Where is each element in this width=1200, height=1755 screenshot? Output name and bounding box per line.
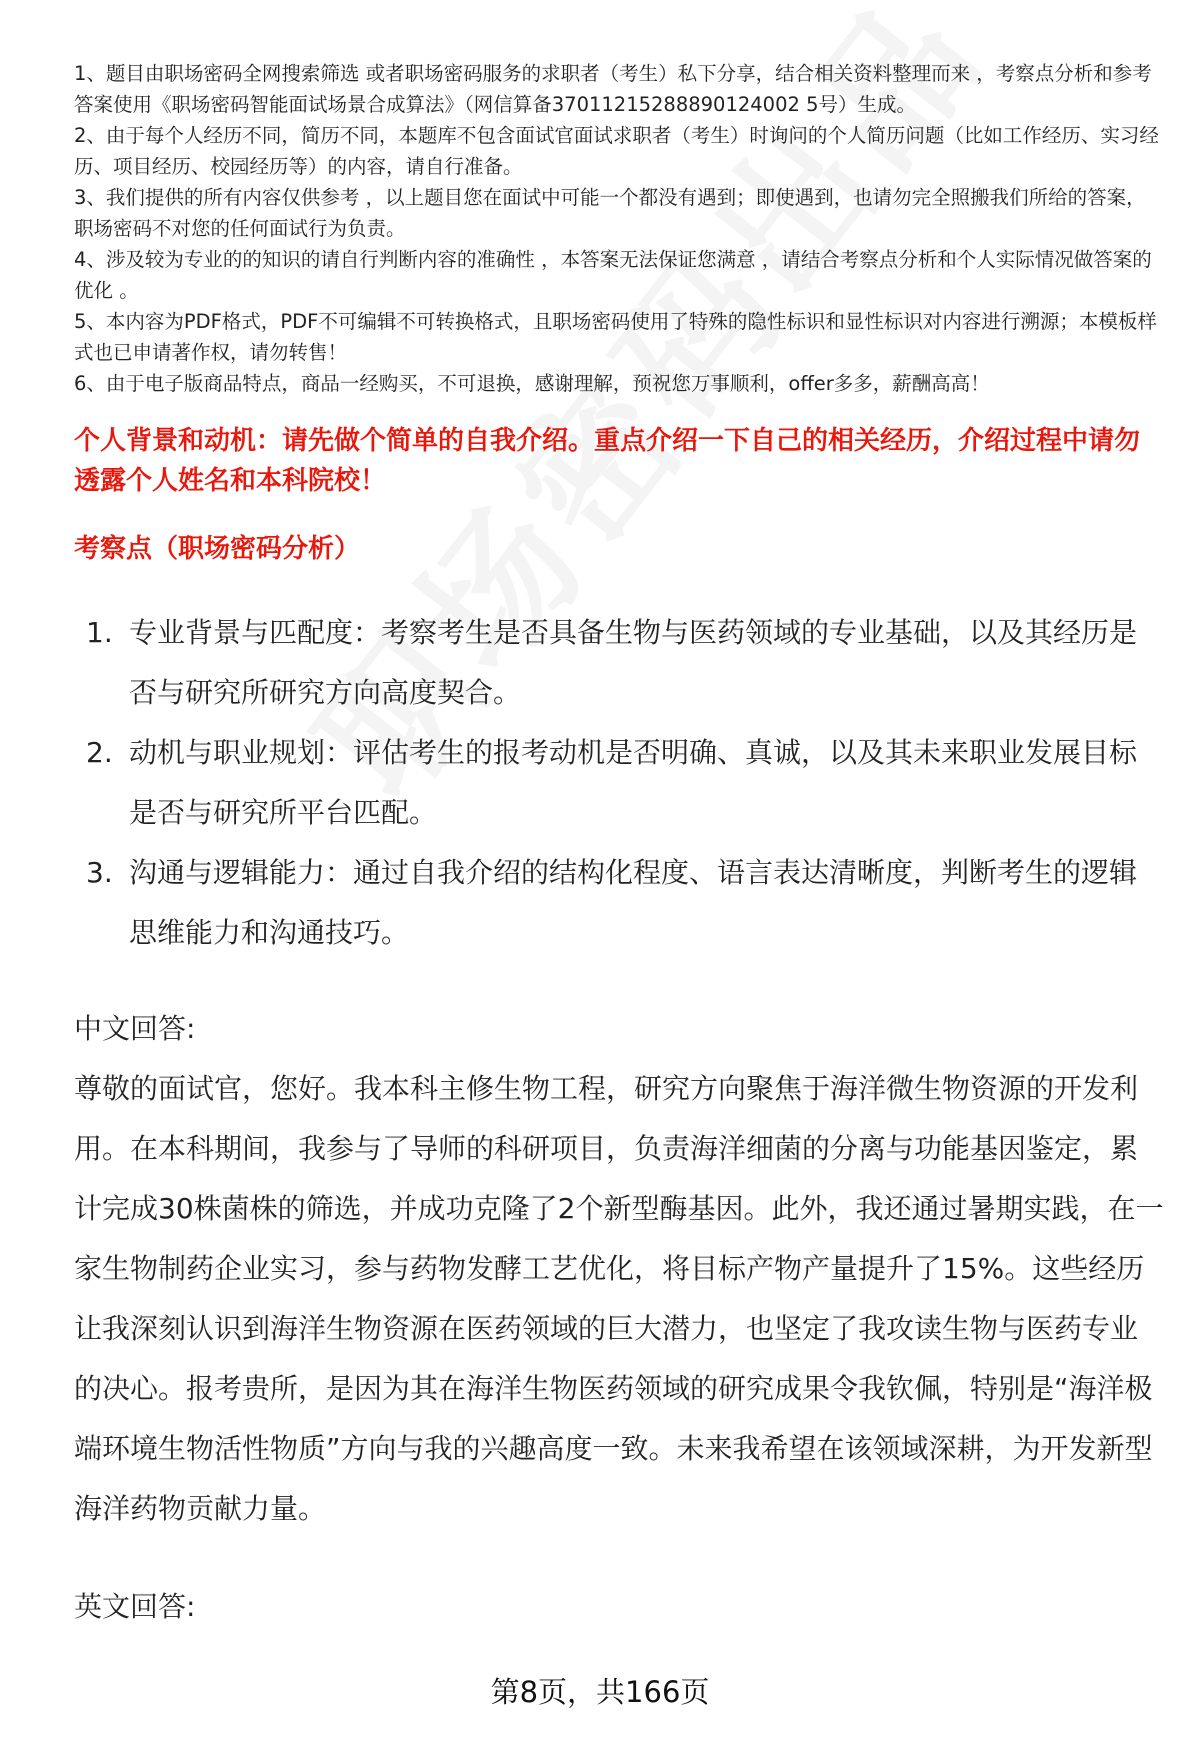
list-number: 2. <box>86 736 113 769</box>
notice-item: 1、题目由职场密码全网搜索筛选 或者职场密码服务的求职者（考生）私下分享，结合相关资料整理而来 ，考察点分析和参考答案使用《职场密码智能面试场景合成算法》（网信算备37011215288890124002 5号）生成。 <box>74 62 1152 116</box>
notice-item: 2、由于每个人经历不同，简历不同，本题库不包含面试官面试求职者（考生）时询问的个人简历问题（比如工作经历、实习经历、项目经历、校园经历等）的内容，请自行准备。 <box>74 124 1159 178</box>
notice-item: 5、本内容为PDF格式，PDF不可编辑不可转换格式，且职场密码使用了特殊的隐性标识和显性标识对内容进行溯源；本模板样式也已申请著作权，请勿转售！ <box>74 310 1157 364</box>
list-number: 1. <box>86 616 113 649</box>
list-text: 专业背景与匹配度：考察考生是否具备生物与医药领域的专业基础，以及其经历是否与研究所研究方向高度契合。 <box>129 616 1138 709</box>
chinese-answer-label: 中文回答: <box>74 1012 196 1045</box>
chinese-answer-text: 尊敬的面试官，您好。我本科主修生物工程，研究方向聚焦于海洋微生物资源的开发利用。在本科期间，我参与了导师的科研项目，负责海洋细菌的分离与功能基因鉴定，累计完成30株菌株的筛选，并成功克隆了2个新型酶基因。此外，我还通过暑期实践，在一家生物制药企业实习，参与药物发酵工艺优化，将目标产物产量提升了15%。这些经历让我深刻认识到海洋生物资源在医药领域的巨大潜力，也坚定了我攻读生物与医药专业的决心。报考贵所，是因为其在海洋生物医药领域的研究成果令我钦佩，特别是“海洋极端环境生物活性物质”方向与我的兴趣高度一致。未来我希望在该领域深耕，为开发新型海洋药物贡献力量。 <box>74 1072 1164 1525</box>
list-item <box>74 723 1164 843</box>
list-item <box>74 843 1164 963</box>
question-title: 个人背景和动机：请先做个简单的自我介绍。重点介绍一下自己的相关经历，介绍过程中请勿透露个人姓名和本科院校！ <box>74 426 1141 496</box>
analysis-points <box>74 603 1164 963</box>
list-number: 3. <box>86 856 113 889</box>
analysis-heading: 考察点（职场密码分析） <box>74 534 361 564</box>
notice-item: 6、由于电子版商品特点，商品一经购买，不可退换，感谢理解，预祝您万事顺利，offer多多，薪酬高高！ <box>74 372 990 395</box>
english-answer-label: 英文回答: <box>74 1590 196 1623</box>
notice-item: 3、我们提供的所有内容仅供参考 ，以上题目您在面试中可能一个都没有遇到；即使遇到，也请勿完全照搬我们所给的答案，职场密码不对您的任何面试行为负责。 <box>74 186 1146 240</box>
page-content <box>74 58 1164 1637</box>
notice-block <box>74 58 1164 399</box>
page-number: 第8页，共166页 <box>490 1675 710 1709</box>
list-text: 沟通与逻辑能力：通过自我介绍的结构化程度、语言表达清晰度，判断考生的逻辑思维能力和沟通技巧。 <box>129 856 1138 949</box>
notice-item: 4、涉及较为专业的的知识的请自行判断内容的准确性 ，本答案无法保证您满意 ，请结合考察点分析和个人实际情况做答案的优化 。 <box>74 248 1152 302</box>
list-text: 动机与职业规划：评估考生的报考动机是否明确、真诚，以及其未来职业发展目标是否与研究所平台匹配。 <box>129 736 1138 829</box>
list-item <box>74 603 1164 723</box>
